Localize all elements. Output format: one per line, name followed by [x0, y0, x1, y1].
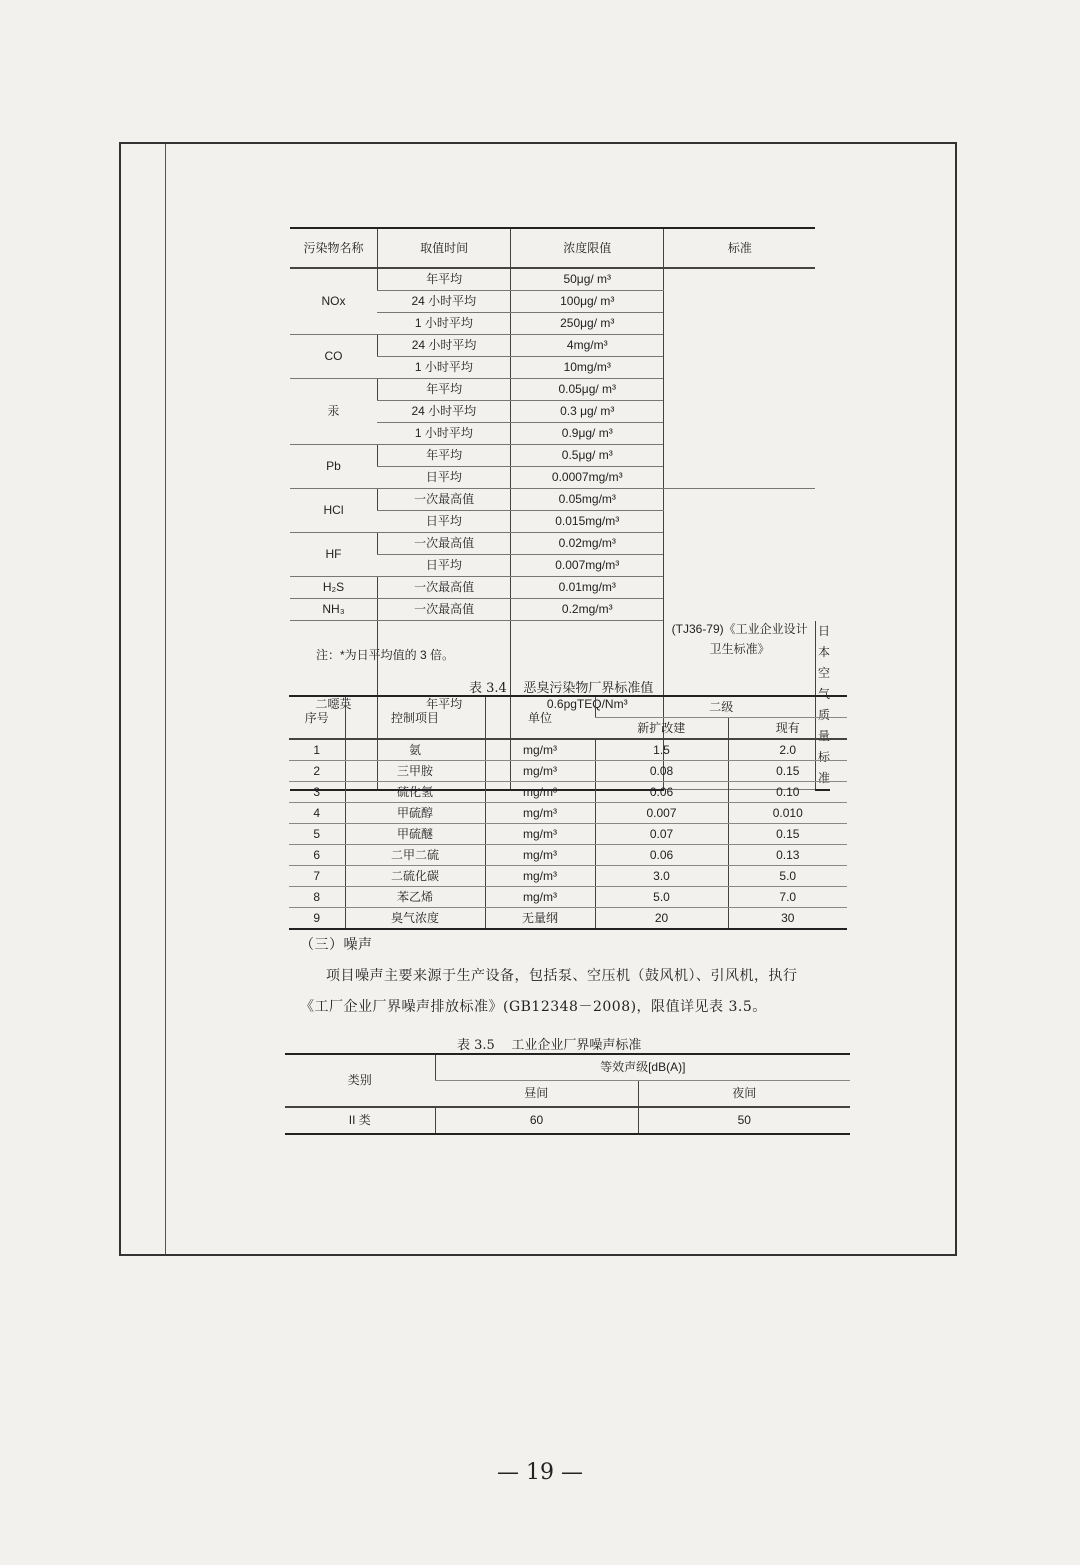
time-cell: 年平均: [377, 268, 510, 291]
limit-cell: 0.007mg/m³: [511, 555, 664, 577]
header-level: 二级: [595, 696, 847, 718]
cell-night: 50: [638, 1107, 850, 1134]
pollutant-name: NH₃: [290, 599, 377, 621]
header-day: 昼间: [435, 1081, 638, 1108]
limit-cell: 0.6pgTEQ/Nm³: [511, 621, 664, 790]
header-standard: 标准: [664, 228, 816, 268]
cell-existing: 0.10: [728, 782, 847, 803]
table-row: [289, 761, 847, 782]
cell-existing: 0.15: [728, 824, 847, 845]
table-row: [289, 845, 847, 866]
cell-new: 0.08: [595, 761, 728, 782]
table-3-5-caption: 表 3.5 工业企业厂界噪声标准: [457, 1038, 642, 1053]
limit-cell: 0.9μg/ m³: [511, 423, 664, 445]
paragraph-line-2: 《工厂企业厂界噪声排放标准》(GB12348－2008)，限值详见表 3.5。: [300, 999, 767, 1015]
time-cell: 24 小时平均: [377, 401, 510, 423]
cell-item: 二甲二硫: [345, 845, 485, 866]
cell-no: 5: [289, 824, 345, 845]
pollutant-name: 汞: [290, 379, 377, 445]
limit-cell: 100μg/ m³: [511, 291, 664, 313]
pollutant-name: HF: [290, 533, 377, 577]
pollutant-name: NOx: [290, 268, 377, 335]
cell-item: 甲硫醇: [345, 803, 485, 824]
time-cell: 24 小时平均: [377, 335, 510, 357]
limit-cell: 4mg/m³: [511, 335, 664, 357]
cell-no: 7: [289, 866, 345, 887]
cell-new: 0.007: [595, 803, 728, 824]
cell-existing: 0.15: [728, 761, 847, 782]
table-row: [289, 908, 847, 930]
limit-cell: 0.2mg/m³: [511, 599, 664, 621]
cell-unit: mg/m³: [485, 739, 595, 761]
cell-unit: mg/m³: [485, 845, 595, 866]
cell-no: 6: [289, 845, 345, 866]
paragraph-line-1: 项目噪声主要来源于生产设备，包括泵、空压机（鼓风机）、引风机，执行: [326, 968, 798, 984]
cell-item: 臭气浓度: [345, 908, 485, 930]
cell-item: 三甲胺: [345, 761, 485, 782]
cell-new: 3.0: [595, 866, 728, 887]
time-cell: 1 小时平均: [377, 423, 510, 445]
cell-new: 1.5: [595, 739, 728, 761]
limit-cell: 0.0007mg/m³: [511, 467, 664, 489]
cell-existing: 0.010: [728, 803, 847, 824]
cell-unit: 无量纲: [485, 908, 595, 930]
cell-item: 氨: [345, 739, 485, 761]
cell-new: 0.06: [595, 782, 728, 803]
limit-cell: 0.05μg/ m³: [511, 379, 664, 401]
time-cell: 日平均: [377, 555, 510, 577]
limit-cell: 0.05mg/m³: [511, 489, 664, 511]
limit-cell: 0.5μg/ m³: [511, 445, 664, 467]
cell-unit: mg/m³: [485, 887, 595, 908]
table-row: [285, 1107, 850, 1134]
cell-no: 1: [289, 739, 345, 761]
limit-cell: 250μg/ m³: [511, 313, 664, 335]
table-note: 注：*为日平均值的 3 倍。: [316, 648, 455, 662]
limit-cell: 0.01mg/m³: [511, 577, 664, 599]
time-cell: 日平均: [377, 467, 510, 489]
section-heading-noise: （三）噪声: [300, 937, 373, 953]
cell-no: 3: [289, 782, 345, 803]
limit-cell: 50μg/ m³: [511, 268, 664, 291]
time-cell: 1 小时平均: [377, 357, 510, 379]
limit-cell: 0.3 μg/ m³: [511, 401, 664, 423]
time-cell: 24 小时平均: [377, 291, 510, 313]
cell-unit: mg/m³: [485, 782, 595, 803]
header-limit: 浓度限值: [511, 228, 664, 268]
header-level: 等效声级[dB(A)]: [435, 1054, 850, 1081]
binding-margin-line: [165, 144, 166, 1254]
cell-item: 二硫化碳: [345, 866, 485, 887]
standard-cell-blank: [664, 268, 816, 489]
header-night: 夜间: [638, 1081, 850, 1108]
time-cell: 年平均: [377, 379, 510, 401]
table-3-4-caption: 表 3.4 恶臭污染物厂界标准值: [469, 681, 654, 696]
time-cell: 一次最高值: [377, 533, 510, 555]
time-cell: 一次最高值: [377, 599, 510, 621]
header-unit: 单位: [485, 696, 595, 739]
page-number: — 19 —: [497, 1460, 583, 1485]
time-cell: 一次最高值: [377, 489, 510, 511]
pollutant-name: H₂S: [290, 577, 377, 599]
time-cell: 一次最高值: [377, 577, 510, 599]
table-row: [289, 866, 847, 887]
time-cell: 年平均: [377, 621, 510, 790]
cell-no: 2: [289, 761, 345, 782]
cell-unit: mg/m³: [485, 803, 595, 824]
table-row: [290, 268, 830, 291]
table-row: [289, 824, 847, 845]
pollutant-name: Pb: [290, 445, 377, 489]
cell-existing: 5.0: [728, 866, 847, 887]
cell-no: 8: [289, 887, 345, 908]
header-time: 取值时间: [377, 228, 510, 268]
cell-category: II 类: [285, 1107, 435, 1134]
limit-cell: 0.015mg/m³: [511, 511, 664, 533]
cell-new: 20: [595, 908, 728, 930]
table-row: [290, 489, 830, 511]
pollutant-name: 二噁英: [290, 621, 377, 790]
standard-cell-japan: 日本空气质量标准: [815, 621, 830, 790]
cell-new: 0.06: [595, 845, 728, 866]
limit-cell: 10mg/m³: [511, 357, 664, 379]
header-existing: 现有: [728, 718, 847, 740]
odor-standard-table: [289, 695, 847, 930]
cell-existing: 30: [728, 908, 847, 930]
header-new: 新扩改建: [595, 718, 728, 740]
standard-cell-tj36: (TJ36-79)《工业企业设计卫生标准》: [664, 489, 816, 790]
table-row: [289, 782, 847, 803]
cell-no: 4: [289, 803, 345, 824]
cell-item: 苯乙烯: [345, 887, 485, 908]
cell-item: 硫化氢: [345, 782, 485, 803]
pollutant-name: HCl: [290, 489, 377, 533]
time-cell: 日平均: [377, 511, 510, 533]
header-item: 控制项目: [345, 696, 485, 739]
limit-cell: 0.02mg/m³: [511, 533, 664, 555]
header-category: 类别: [285, 1054, 435, 1107]
table-row: [289, 803, 847, 824]
time-cell: 1 小时平均: [377, 313, 510, 335]
cell-existing: 7.0: [728, 887, 847, 908]
cell-no: 9: [289, 908, 345, 930]
pollutant-name: CO: [290, 335, 377, 379]
cell-unit: mg/m³: [485, 761, 595, 782]
header-no: 序号: [289, 696, 345, 739]
time-cell: 年平均: [377, 445, 510, 467]
cell-day: 60: [435, 1107, 638, 1134]
cell-new: 5.0: [595, 887, 728, 908]
cell-item: 甲硫醚: [345, 824, 485, 845]
cell-new: 0.07: [595, 824, 728, 845]
noise-standard-table: [285, 1053, 850, 1135]
table-row: [289, 739, 847, 761]
cell-existing: 2.0: [728, 739, 847, 761]
table-row: [289, 887, 847, 908]
cell-existing: 0.13: [728, 845, 847, 866]
cell-unit: mg/m³: [485, 824, 595, 845]
cell-unit: mg/m³: [485, 866, 595, 887]
header-pollutant: 污染物名称: [290, 228, 377, 268]
